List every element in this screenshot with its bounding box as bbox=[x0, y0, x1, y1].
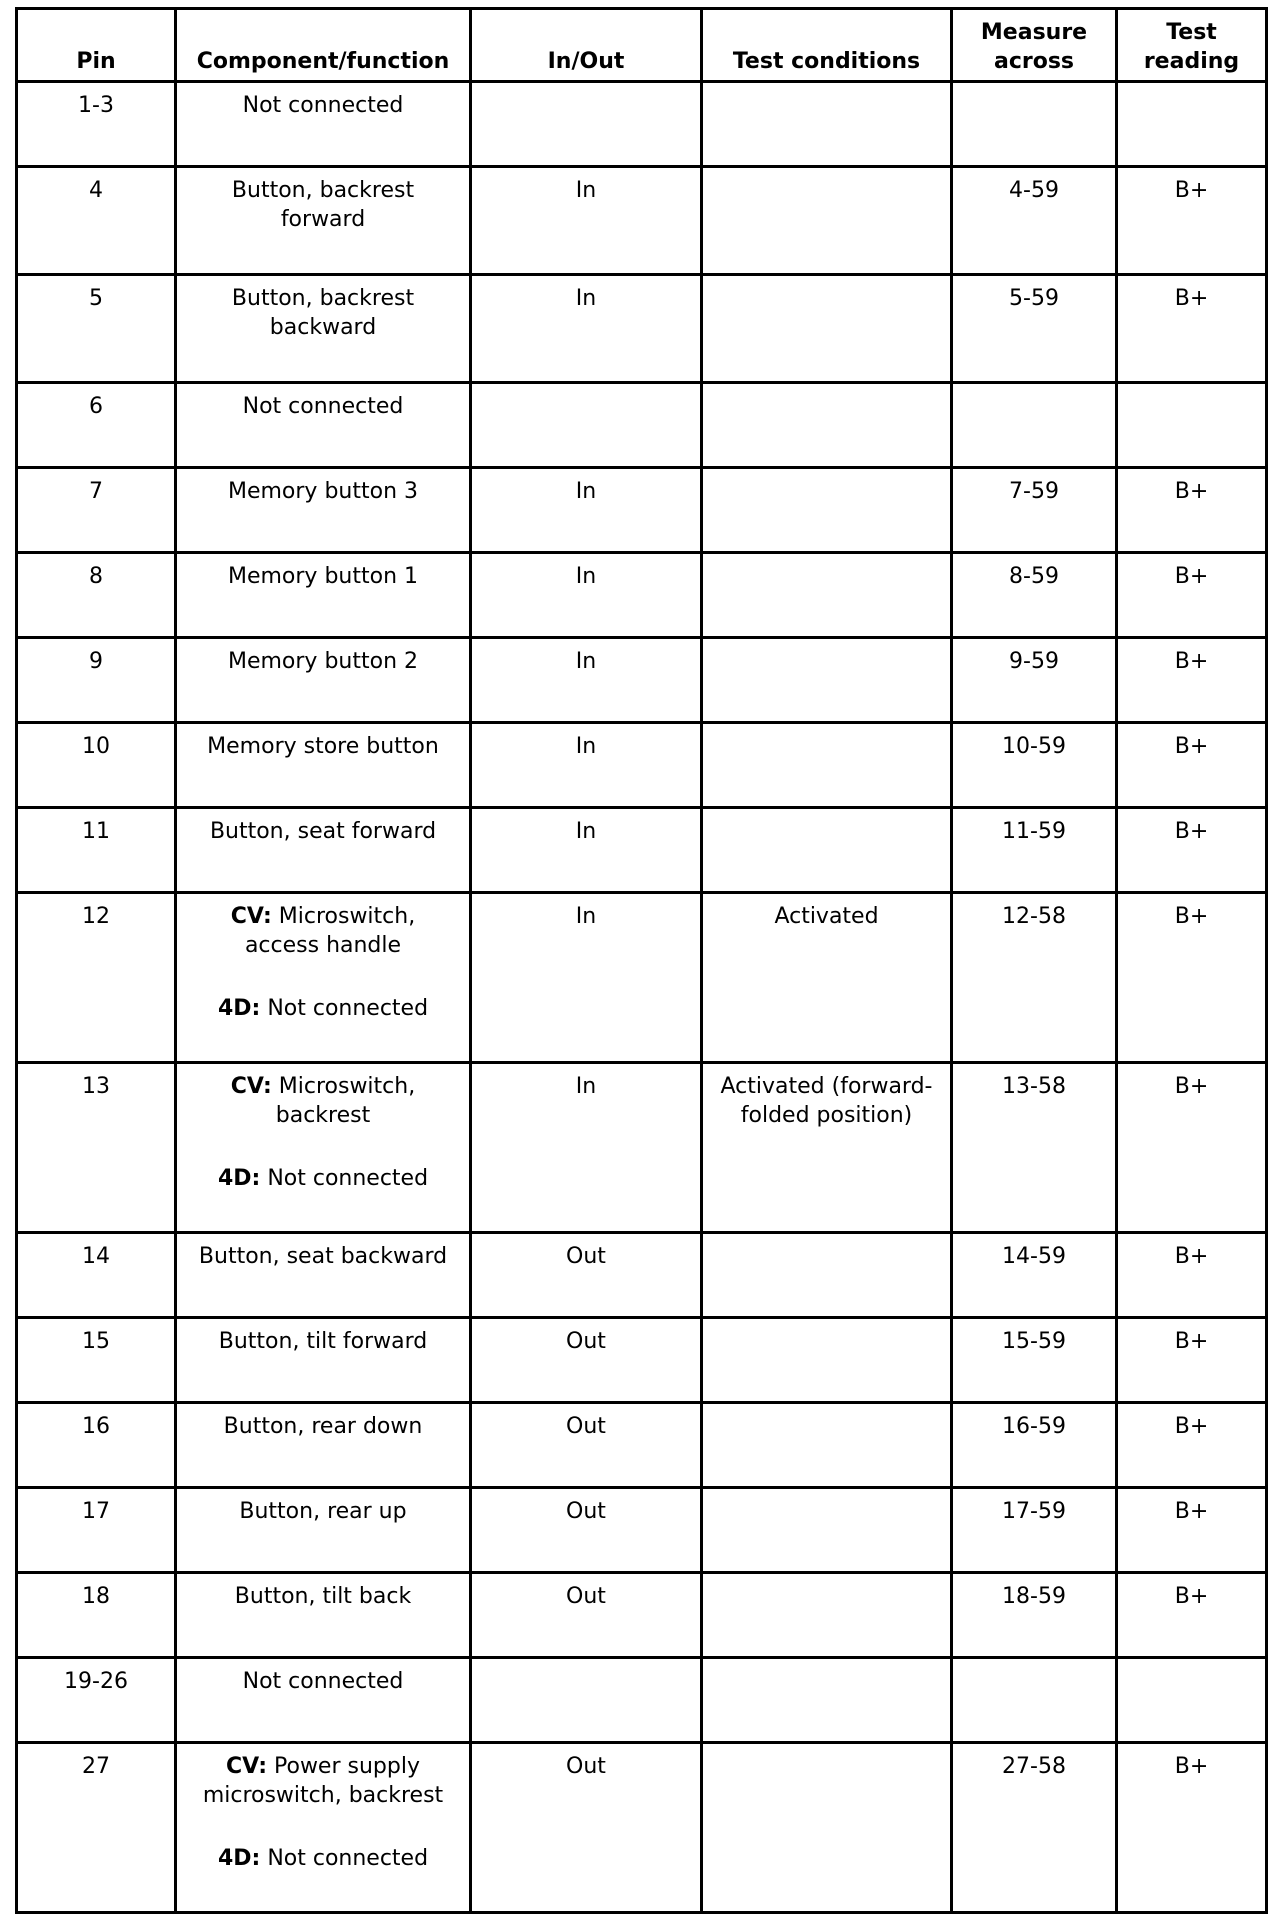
component-line bbox=[183, 1164, 463, 1193]
cell-component bbox=[176, 553, 471, 638]
variant-4d-text: Not connected bbox=[267, 996, 429, 1021]
cell-test-conditions bbox=[702, 553, 952, 638]
cell-in-out bbox=[471, 82, 702, 167]
cell-test-reading: B+ bbox=[1117, 468, 1267, 553]
table-row bbox=[17, 1743, 1267, 1913]
cell-in-out: In bbox=[471, 808, 702, 893]
table-row bbox=[17, 723, 1267, 808]
table-body bbox=[17, 82, 1267, 1913]
cell-test-conditions bbox=[702, 1573, 952, 1658]
variant-spacer bbox=[183, 960, 463, 994]
cell-measure-across: 5-59 bbox=[952, 275, 1117, 383]
cell-pin: 11 bbox=[17, 808, 176, 893]
cell-component bbox=[176, 1658, 471, 1743]
table-row bbox=[17, 553, 1267, 638]
cell-test-reading bbox=[1117, 1658, 1267, 1743]
cell-test-conditions bbox=[702, 1743, 952, 1913]
header-test-conditions: Test conditions bbox=[702, 9, 952, 82]
variant-cv-text: Power supply bbox=[274, 1754, 420, 1779]
header-row bbox=[17, 9, 1267, 82]
table-row bbox=[17, 1488, 1267, 1573]
cell-measure-across: 8-59 bbox=[952, 553, 1117, 638]
cell-measure-across: 18-59 bbox=[952, 1573, 1117, 1658]
table-row bbox=[17, 275, 1267, 383]
component-line: Button, seat forward bbox=[209, 819, 437, 844]
cell-pin: 9 bbox=[17, 638, 176, 723]
component-line: Button, rear down bbox=[223, 1414, 423, 1439]
cell-in-out: In bbox=[471, 723, 702, 808]
component-line bbox=[183, 1844, 463, 1873]
variant-cv-text: Microswitch, bbox=[278, 1074, 416, 1099]
table-row bbox=[17, 1573, 1267, 1658]
component-line bbox=[183, 1072, 463, 1101]
table-row bbox=[17, 1658, 1267, 1743]
variant-4d-label: 4D: bbox=[217, 1166, 261, 1191]
cell-in-out bbox=[471, 383, 702, 468]
cell-in-out: Out bbox=[471, 1743, 702, 1913]
cell-in-out: In bbox=[471, 1063, 702, 1233]
variant-4d-label: 4D: bbox=[217, 996, 261, 1021]
cell-pin: 14 bbox=[17, 1233, 176, 1318]
cell-test-conditions bbox=[702, 167, 952, 275]
cell-pin: 27 bbox=[17, 1743, 176, 1913]
cell-pin: 19-26 bbox=[17, 1658, 176, 1743]
cell-pin: 12 bbox=[17, 893, 176, 1063]
cell-in-out: Out bbox=[471, 1318, 702, 1403]
cell-pin: 10 bbox=[17, 723, 176, 808]
variant-4d-text: Not connected bbox=[267, 1166, 429, 1191]
cell-in-out: In bbox=[471, 275, 702, 383]
variant-cv-label: CV: bbox=[230, 904, 272, 929]
cell-component bbox=[176, 383, 471, 468]
cell-test-conditions bbox=[702, 1318, 952, 1403]
component-line: forward bbox=[280, 207, 366, 232]
header-reading-line: Test bbox=[1166, 20, 1217, 45]
header-measure-line: across bbox=[993, 49, 1075, 74]
cell-component bbox=[176, 275, 471, 383]
cell-component bbox=[176, 468, 471, 553]
cell-test-reading: B+ bbox=[1117, 1403, 1267, 1488]
cell-component bbox=[176, 808, 471, 893]
cell-test-reading: B+ bbox=[1117, 1573, 1267, 1658]
header-in-out: In/Out bbox=[471, 9, 702, 82]
variant-4d-text: Not connected bbox=[267, 1846, 429, 1871]
cell-pin: 18 bbox=[17, 1573, 176, 1658]
component-line: Memory button 2 bbox=[227, 649, 419, 674]
cell-in-out: Out bbox=[471, 1403, 702, 1488]
cell-test-conditions bbox=[702, 1488, 952, 1573]
cell-test-conditions bbox=[702, 1658, 952, 1743]
header-component: Component/function bbox=[176, 9, 471, 82]
component-line: Button, backrest bbox=[231, 286, 415, 311]
cell-component bbox=[176, 723, 471, 808]
cell-measure-across: 16-59 bbox=[952, 1403, 1117, 1488]
cell-pin: 1-3 bbox=[17, 82, 176, 167]
table-row bbox=[17, 383, 1267, 468]
cell-measure-across: 4-59 bbox=[952, 167, 1117, 275]
component-line: backrest bbox=[275, 1103, 371, 1128]
component-line: Memory button 1 bbox=[227, 564, 419, 589]
cell-component bbox=[176, 1063, 471, 1233]
component-line: Button, rear up bbox=[239, 1499, 407, 1524]
component-line bbox=[183, 1752, 463, 1781]
cell-test-conditions bbox=[702, 808, 952, 893]
cell-test-reading bbox=[1117, 82, 1267, 167]
cell-test-reading: B+ bbox=[1117, 1743, 1267, 1913]
cell-component bbox=[176, 638, 471, 723]
cell-test-conditions bbox=[702, 1063, 952, 1233]
cell-in-out: Out bbox=[471, 1573, 702, 1658]
table-row bbox=[17, 638, 1267, 723]
cell-test-conditions bbox=[702, 383, 952, 468]
cell-measure-across bbox=[952, 383, 1117, 468]
condition-line: Activated (forward- bbox=[720, 1074, 933, 1099]
component-line: Button, backrest bbox=[231, 178, 415, 203]
header-pin: Pin bbox=[17, 9, 176, 82]
component-line: Button, tilt forward bbox=[218, 1329, 428, 1354]
cell-pin: 8 bbox=[17, 553, 176, 638]
cell-in-out bbox=[471, 1658, 702, 1743]
cell-pin: 13 bbox=[17, 1063, 176, 1233]
cell-component bbox=[176, 1743, 471, 1913]
cell-measure-across: 9-59 bbox=[952, 638, 1117, 723]
component-line bbox=[183, 994, 463, 1023]
cell-test-reading bbox=[1117, 383, 1267, 468]
cell-test-reading: B+ bbox=[1117, 1488, 1267, 1573]
cell-in-out: In bbox=[471, 553, 702, 638]
component-line: Not connected bbox=[242, 1669, 404, 1694]
component-line: Not connected bbox=[242, 394, 404, 419]
cell-pin: 7 bbox=[17, 468, 176, 553]
condition-line: Activated bbox=[774, 904, 879, 929]
cell-test-reading: B+ bbox=[1117, 723, 1267, 808]
variant-cv-label: CV: bbox=[230, 1074, 272, 1099]
cell-test-reading: B+ bbox=[1117, 275, 1267, 383]
cell-test-reading: B+ bbox=[1117, 638, 1267, 723]
cell-in-out: In bbox=[471, 468, 702, 553]
table-row bbox=[17, 1233, 1267, 1318]
cell-measure-across: 27-58 bbox=[952, 1743, 1117, 1913]
table-row bbox=[17, 468, 1267, 553]
component-line: Memory store button bbox=[207, 734, 439, 759]
cell-measure-across: 10-59 bbox=[952, 723, 1117, 808]
cell-component bbox=[176, 1318, 471, 1403]
table-header bbox=[17, 9, 1267, 82]
component-line: backward bbox=[269, 315, 377, 340]
component-line: Memory button 3 bbox=[227, 479, 419, 504]
cell-test-reading: B+ bbox=[1117, 893, 1267, 1063]
cell-measure-across bbox=[952, 82, 1117, 167]
cell-pin: 5 bbox=[17, 275, 176, 383]
variant-cv-label: CV: bbox=[226, 1754, 267, 1779]
cell-component bbox=[176, 82, 471, 167]
table-row bbox=[17, 1063, 1267, 1233]
cell-component bbox=[176, 1233, 471, 1318]
variant-spacer bbox=[183, 1130, 463, 1164]
cell-pin: 15 bbox=[17, 1318, 176, 1403]
cell-test-conditions bbox=[702, 1233, 952, 1318]
component-line: Not connected bbox=[242, 93, 404, 118]
cell-test-reading: B+ bbox=[1117, 1063, 1267, 1233]
table-row bbox=[17, 167, 1267, 275]
cell-in-out: In bbox=[471, 638, 702, 723]
cell-measure-across: 17-59 bbox=[952, 1488, 1117, 1573]
cell-in-out: In bbox=[471, 893, 702, 1063]
cell-measure-across: 15-59 bbox=[952, 1318, 1117, 1403]
cell-test-conditions bbox=[702, 1403, 952, 1488]
variant-4d-label: 4D: bbox=[217, 1846, 261, 1871]
header-test-reading bbox=[1117, 9, 1267, 82]
cell-component bbox=[176, 1488, 471, 1573]
cell-test-reading: B+ bbox=[1117, 1318, 1267, 1403]
cell-test-conditions bbox=[702, 638, 952, 723]
cell-component bbox=[176, 1403, 471, 1488]
cell-measure-across: 13-58 bbox=[952, 1063, 1117, 1233]
component-line: Button, tilt back bbox=[234, 1584, 412, 1609]
cell-test-reading: B+ bbox=[1117, 553, 1267, 638]
variant-spacer bbox=[183, 1810, 463, 1844]
cell-component bbox=[176, 1573, 471, 1658]
cell-measure-across: 14-59 bbox=[952, 1233, 1117, 1318]
table-row bbox=[17, 1318, 1267, 1403]
cell-test-reading: B+ bbox=[1117, 167, 1267, 275]
variant-cv-text: Microswitch, bbox=[278, 904, 416, 929]
cell-test-reading: B+ bbox=[1117, 1233, 1267, 1318]
table-row bbox=[17, 1403, 1267, 1488]
cell-test-conditions bbox=[702, 893, 952, 1063]
table-row bbox=[17, 82, 1267, 167]
pin-table bbox=[15, 7, 1268, 1914]
condition-line: folded position) bbox=[740, 1103, 913, 1128]
component-line bbox=[183, 902, 463, 931]
cell-pin: 17 bbox=[17, 1488, 176, 1573]
cell-measure-across: 12-58 bbox=[952, 893, 1117, 1063]
cell-test-conditions bbox=[702, 468, 952, 553]
header-reading-line: reading bbox=[1143, 49, 1240, 74]
cell-component bbox=[176, 893, 471, 1063]
cell-measure-across bbox=[952, 1658, 1117, 1743]
cell-measure-across: 11-59 bbox=[952, 808, 1117, 893]
cell-in-out: In bbox=[471, 167, 702, 275]
component-line: access handle bbox=[244, 933, 402, 958]
cell-pin: 16 bbox=[17, 1403, 176, 1488]
header-measure-line: Measure bbox=[980, 20, 1088, 45]
component-line: Button, seat backward bbox=[198, 1244, 448, 1269]
cell-test-conditions bbox=[702, 275, 952, 383]
cell-component bbox=[176, 167, 471, 275]
table-row bbox=[17, 893, 1267, 1063]
cell-test-conditions bbox=[702, 723, 952, 808]
cell-test-conditions bbox=[702, 82, 952, 167]
cell-test-reading: B+ bbox=[1117, 808, 1267, 893]
component-line: microswitch, backrest bbox=[202, 1783, 444, 1808]
cell-pin: 4 bbox=[17, 167, 176, 275]
cell-in-out: Out bbox=[471, 1488, 702, 1573]
cell-in-out: Out bbox=[471, 1233, 702, 1318]
cell-pin: 6 bbox=[17, 383, 176, 468]
header-measure-across bbox=[952, 9, 1117, 82]
cell-measure-across: 7-59 bbox=[952, 468, 1117, 553]
table-row bbox=[17, 808, 1267, 893]
